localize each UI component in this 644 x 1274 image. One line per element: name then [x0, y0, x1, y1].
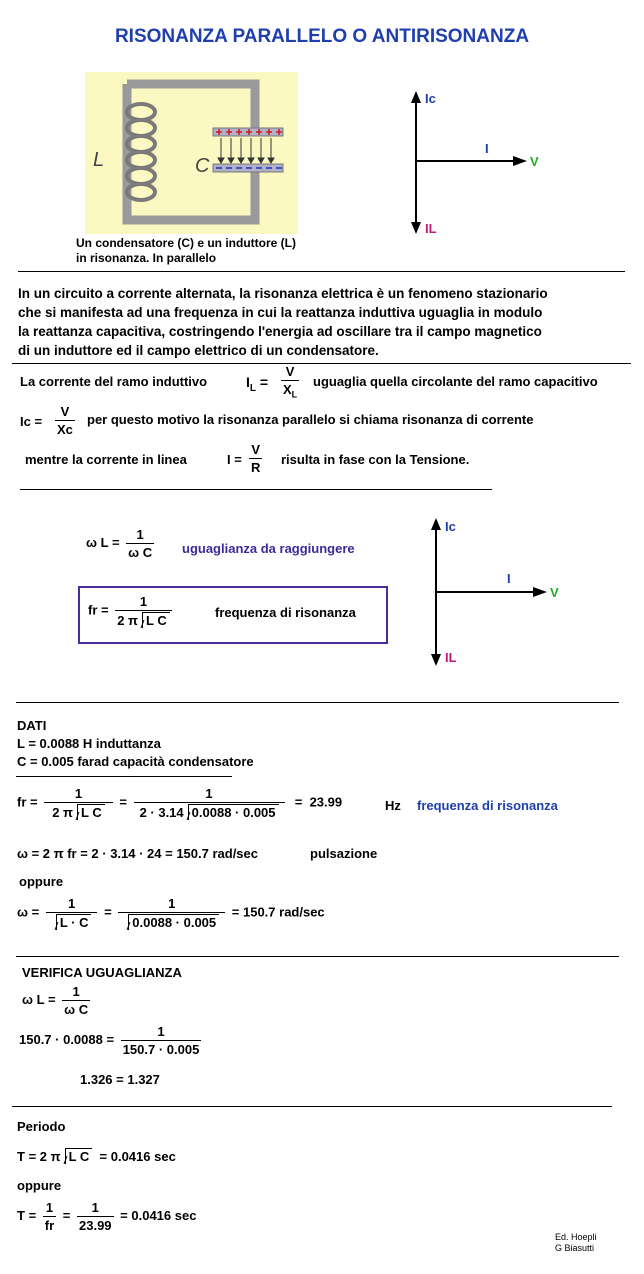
oppure-label: oppure: [17, 1178, 62, 1193]
phasor-diagram-2: [415, 512, 575, 672]
oppure-label: oppure: [19, 874, 64, 889]
sqrt-lc: L C: [65, 1148, 93, 1164]
num: 1: [45, 1200, 54, 1215]
den: 23.99: [79, 1218, 112, 1233]
num: 1: [68, 896, 76, 911]
circuit-illustration: [85, 72, 298, 234]
fr-result-label: frequenza di risonanza: [417, 798, 558, 813]
omega-symbol: ω: [86, 534, 97, 550]
phasor-v-label: V: [530, 154, 539, 169]
fr-calculation: fr = $\frac{1}{\text{2 π L C}}$ = $\frac{1}{2 \cdot 3.14 0.0088 \cdot 0.005}$ = 23.99: [17, 786, 343, 820]
period-result: = 0.0416 sec: [120, 1207, 197, 1223]
inductance-line: L = 0.0088 H induttanza: [17, 736, 161, 751]
sqrt-lc: L C: [77, 804, 105, 820]
divider: [16, 776, 232, 777]
data-section: [17, 717, 254, 771]
line-current-line: [25, 442, 644, 482]
equals: =: [259, 374, 269, 390]
pulsazione-label: pulsazione: [310, 846, 378, 861]
lhs: 150.7 · 0.0088: [19, 1031, 103, 1047]
phasor-diagram-1: [395, 85, 555, 240]
l-symbol: L: [100, 534, 109, 550]
fr-label: frequenza di risonanza: [215, 605, 356, 620]
num: 1: [205, 786, 213, 801]
verifica-result: 1.326 = 1.327: [80, 1072, 160, 1087]
phasor-il-label: IL: [425, 221, 437, 236]
inductive-current-line: [20, 362, 640, 402]
caption-line: Un condensatore (C) e un induttore (L): [76, 236, 296, 250]
num: V: [285, 364, 295, 379]
num: 1: [72, 984, 80, 999]
num: 1: [74, 786, 83, 801]
inductor-label: L: [93, 149, 105, 171]
intro-line: la reattanza capacitiva, costringendo l'energia ad oscillare tra il campo magnetico: [18, 324, 542, 339]
intro-line: In un circuito a corrente alternata, la risonanza elettrica è un fenomeno stazionario: [18, 286, 548, 301]
omega-symbol: ω: [22, 991, 33, 1007]
intro-line: di un induttore ed il campo elettrico di un condensatore.: [18, 343, 379, 358]
num: V: [60, 404, 70, 419]
text: risulta in fase con la Tensione.: [281, 452, 470, 467]
verifica-condition: ω L = $\frac{1}{\text{ω C}}$: [22, 984, 89, 1017]
il-formula: [246, 374, 268, 394]
caption-line: in risonanza. In parallelo: [76, 251, 217, 265]
den: fr: [44, 1218, 55, 1233]
data-heading: DATI: [17, 718, 47, 733]
fr-symbol: fr: [17, 794, 27, 810]
num: 1: [91, 1200, 99, 1215]
num: 1: [136, 527, 144, 542]
v-over-xc: [52, 404, 78, 437]
text: per questo motivo la risonanza parallelo si chiama risonanza di corrente: [87, 412, 534, 427]
two-pi: 2 π: [117, 613, 139, 628]
lc-circuit-diagram: [85, 72, 298, 234]
ic-formula: Ic =: [20, 414, 43, 429]
intro-line: che si manifesta ad una frequenza in cui la reattanza induttiva uguaglia in modulo: [18, 305, 543, 320]
resonance-condition: ω L = $\frac{1}{\text{ω C}}$: [86, 527, 153, 560]
divider: [12, 1106, 612, 1107]
num: 1: [139, 594, 148, 609]
il-subscript: L: [249, 382, 256, 394]
period-result: = 0.0416 sec: [99, 1149, 176, 1164]
intro-paragraph: [18, 284, 618, 360]
divider: [18, 271, 625, 272]
den: ω C: [128, 545, 153, 560]
verifica-equation: 150.7 · 0.0088 = $\frac{1}{150.7 \cdot 0.005}$: [19, 1024, 200, 1057]
signature: [555, 1232, 597, 1254]
text: mentre la corrente in linea: [25, 452, 187, 467]
sqrt-lc: L · C: [56, 914, 92, 930]
divider: [20, 489, 492, 490]
phasor-i-label: I: [485, 141, 489, 156]
i-formula: I =: [227, 452, 242, 467]
den: Xc: [57, 422, 73, 437]
v-over-xl: [278, 364, 302, 400]
phasor-v-label: V: [550, 585, 559, 600]
fr-unit: Hz: [385, 798, 401, 813]
xl-subscript: L: [291, 389, 298, 400]
ic-symbol: Ic: [20, 414, 31, 429]
period-alt-formula: T = $\frac{1}{fr}$ = $\frac{1}{23.99}$ = 0.0416 sec: [17, 1200, 197, 1233]
divider: [16, 956, 619, 957]
fr-symbol: fr: [88, 602, 98, 618]
fr-result: 23.99: [309, 794, 343, 810]
omega-result: = 150.7 rad/sec: [231, 904, 325, 920]
signature-line: Ed. Hoepli: [555, 1232, 597, 1242]
phasor-i-label: I: [507, 571, 511, 586]
phasor-ic-label: Ic: [425, 91, 436, 106]
text: uguaglia quella circolante del ramo capacitivo: [313, 374, 598, 389]
l-symbol: L: [36, 991, 45, 1007]
xl-symbol: X: [283, 382, 292, 397]
num: 1: [157, 1024, 165, 1039]
page-title: RISONANZA PARALLELO O ANTIRISONANZA: [114, 26, 530, 47]
divider: [16, 702, 619, 703]
sqrt-values: 0.0088 · 0.005: [128, 914, 219, 930]
den: 150.7 · 0.005: [122, 1042, 200, 1057]
omega-calculation: ω = 2 π fr = 2 · 3.14 · 24 = 150.7 rad/sec: [17, 846, 258, 861]
sqrt-lc: L C: [142, 612, 170, 628]
i-symbol: I: [227, 452, 231, 467]
omega-alt-calculation: ω = $\frac{1}{L \cdot C}$ = $\frac{1}{0.0088 \cdot 0.005}$ = 150.7 rad/sec: [17, 896, 325, 930]
den: R: [251, 460, 261, 475]
num: V: [251, 442, 261, 457]
num: 1: [168, 896, 176, 911]
den: ω C: [64, 1002, 89, 1017]
il-symbol: I: [246, 374, 250, 390]
condition-label: uguaglianza da raggiungere: [182, 541, 355, 556]
circuit-caption: [76, 236, 296, 266]
phasor-ic-label: Ic: [445, 519, 456, 534]
sqrt-values: 0.0088 · 0.005: [188, 804, 279, 820]
t-symbol: T: [17, 1149, 25, 1164]
two-pi: 2 π: [52, 805, 74, 820]
verifica-heading: VERIFICA UGUAGLIANZA: [22, 965, 182, 980]
capacitive-current-line: [20, 404, 640, 444]
v-over-r: [246, 442, 265, 475]
fr-formula: fr = $\frac{1}{\text{2 π L C}}$: [88, 594, 175, 628]
phasor-il-label: IL: [445, 650, 457, 665]
capacitor-label: C: [195, 155, 210, 177]
omega-symbol: ω: [17, 904, 28, 920]
period-formula: T = 2 π L C = 0.0416 sec: [17, 1149, 176, 1164]
signature-line: G Biasutti: [555, 1243, 595, 1253]
capacitance-line: C = 0.005 farad capacità condensatore: [17, 754, 254, 769]
t-symbol: T: [17, 1207, 25, 1223]
two-314: 2 · 3.14: [139, 805, 184, 820]
periodo-heading: Periodo: [17, 1119, 66, 1134]
two-pi: 2 π: [39, 1149, 61, 1164]
text: La corrente del ramo induttivo: [20, 374, 208, 389]
